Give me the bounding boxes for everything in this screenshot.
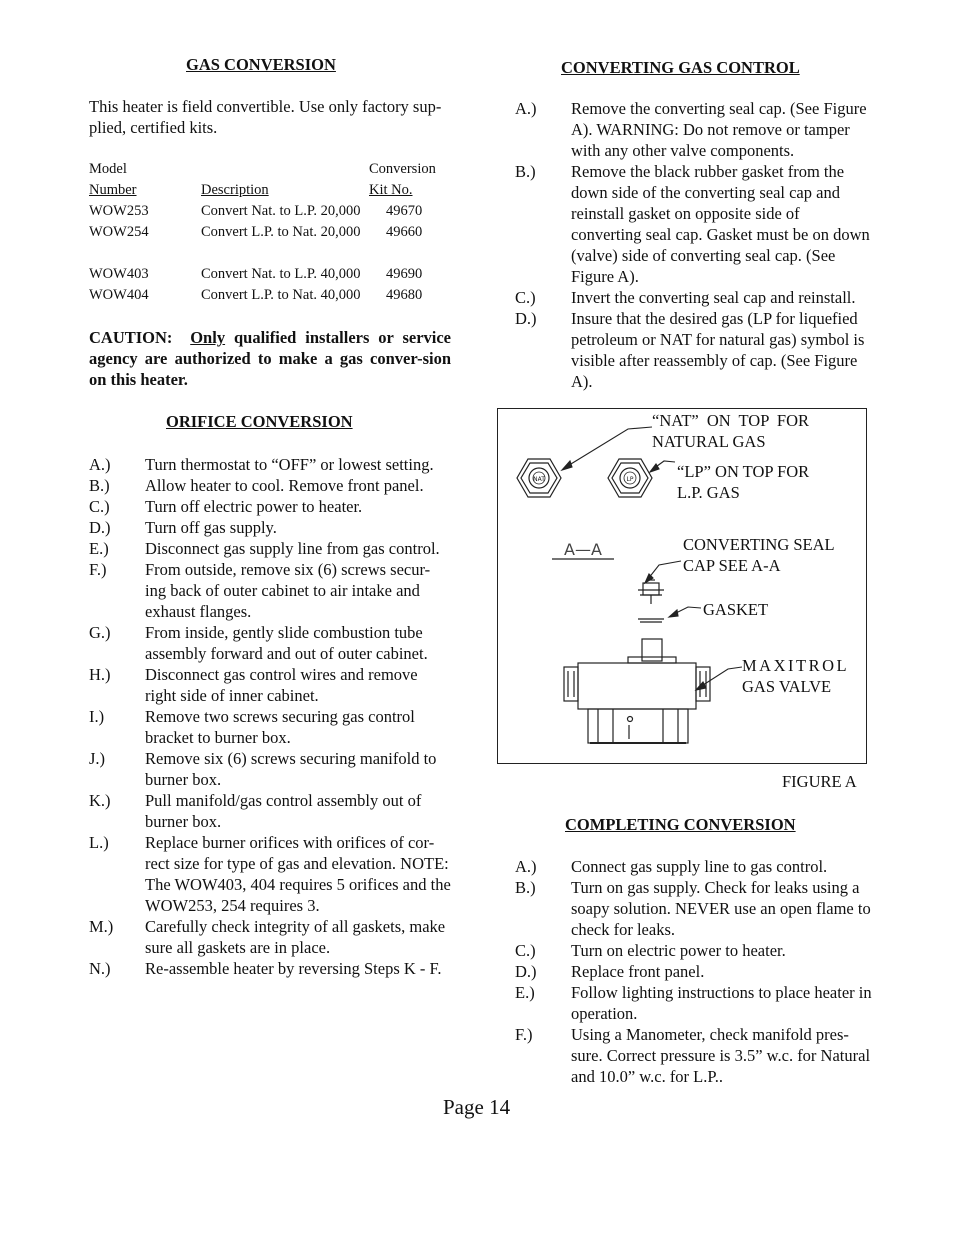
- completing-conversion-heading: COMPLETING CONVERSION: [565, 815, 796, 834]
- nat-label: [652, 410, 809, 452]
- lp-label-line-2: L.P. GAS: [677, 483, 740, 502]
- intro-line-2: plied, certified kits.: [89, 118, 218, 137]
- caution-text: qualified installers or service agency are authorized to make a gas conver-sion on this heater.: [89, 328, 452, 389]
- step-text: Turn off gas supply.: [145, 518, 277, 537]
- step-text: Remove the converting seal cap. (See Figure A). WARNING: Do not remove or tamper with any other valve components.: [571, 99, 867, 160]
- step-item: [515, 856, 873, 877]
- step-item: [89, 664, 451, 706]
- step-item: [89, 832, 451, 916]
- step-text: Connect gas supply line to gas control.: [571, 857, 828, 876]
- nat-cap-icon: [517, 459, 561, 497]
- valve-label-line-1: MAXITROL: [742, 656, 850, 675]
- step-item: [89, 517, 451, 538]
- step-text: Turn off electric power to heater.: [145, 497, 363, 516]
- figure-caption: FIGURE A: [782, 772, 857, 791]
- cell-kit: 49680: [386, 287, 423, 303]
- caution-notice: [89, 327, 451, 390]
- header-number: Number: [89, 182, 137, 198]
- lp-cap-icon: [608, 459, 652, 497]
- step-item: [89, 622, 451, 664]
- section-mark-text: A—A: [564, 540, 602, 559]
- cell-description: Convert Nat. to L.P. 40,000: [201, 266, 361, 282]
- cell-model: WOW253: [89, 203, 149, 219]
- step-label: M.): [89, 917, 114, 936]
- conversion-kit-table: [89, 159, 449, 306]
- step-label: B.): [515, 878, 536, 897]
- table-header-row-2: [89, 180, 449, 201]
- step-label: B.): [89, 476, 110, 495]
- step-label: C.): [515, 288, 536, 307]
- cell-kit: 49690: [386, 266, 423, 282]
- step-label: H.): [89, 665, 111, 684]
- step-label: A.): [89, 455, 111, 474]
- gas-conversion-intro: [89, 96, 451, 138]
- nat-label-line-2: NATURAL GAS: [652, 432, 766, 451]
- cell-kit: 49670: [386, 203, 423, 219]
- valve-label-line-2: GAS VALVE: [742, 677, 832, 696]
- step-text: Invert the converting seal cap and reinstall.: [571, 288, 856, 307]
- step-label: D.): [515, 962, 537, 981]
- step-text: From outside, remove six (6) screws secur-ing back of outer cabinet to air intake and exhaust flanges.: [145, 560, 431, 621]
- step-item: [89, 475, 451, 496]
- header-conversion: Conversion: [369, 161, 436, 177]
- step-text: Insure that the desired gas (LP for liquefied petroleum or NAT for natural gas) symbol is visible after reassembly of cap. (See Figure A).: [571, 309, 865, 391]
- orifice-conversion-steps: [89, 454, 451, 979]
- cell-description: Convert L.P. to Nat. 40,000: [201, 287, 361, 303]
- nat-label-line-1: “NAT” ON TOP FOR: [652, 411, 809, 430]
- step-item: [515, 98, 873, 161]
- gasket-icon: [638, 619, 664, 622]
- step-label: C.): [89, 497, 110, 516]
- cell-model: WOW254: [89, 224, 149, 240]
- step-item: [89, 538, 451, 559]
- step-label: B.): [515, 162, 536, 181]
- step-item: [515, 877, 873, 940]
- step-label: E.): [89, 539, 109, 558]
- valve-label: [742, 655, 849, 697]
- step-text: Replace front panel.: [571, 962, 705, 981]
- step-text: Follow lighting instructions to place heater in operation.: [571, 983, 872, 1023]
- step-text: Replace burner orifices with orifices of cor-rect size for type of gas and elevation. NOTE: The WOW403, 404 requires 5 orifices and the WOW253, 254 requires 3.: [145, 833, 451, 915]
- step-item: [515, 961, 873, 982]
- seal-cap-label-line-1: CONVERTING SEAL: [683, 535, 835, 554]
- caution-only: Only: [190, 328, 226, 347]
- step-text: Turn on gas supply. Check for leaks using a soapy solution. NEVER use an open flame to check for leaks.: [571, 878, 871, 939]
- step-item: [89, 748, 451, 790]
- seal-cap-label-line-2: CAP SEE A-A: [683, 556, 781, 575]
- step-text: Remove six (6) screws securing manifold to burner box.: [145, 749, 437, 789]
- step-item: [89, 454, 451, 475]
- completing-conversion-steps: [515, 856, 873, 1087]
- step-label: J.): [89, 749, 106, 768]
- converting-gas-control-steps: [515, 98, 873, 392]
- step-label: F.): [89, 560, 107, 579]
- step-label: A.): [515, 857, 537, 876]
- step-text: Pull manifold/gas control assembly out of burner box.: [145, 791, 422, 831]
- step-item: [89, 496, 451, 517]
- cell-model: WOW403: [89, 266, 149, 282]
- step-text: Turn on electric power to heater.: [571, 941, 786, 960]
- lp-cap-text: LP: [626, 476, 634, 483]
- step-text: Remove two screws securing gas control bracket to burner box.: [145, 707, 415, 747]
- step-item: [89, 706, 451, 748]
- nat-cap-text: NAT: [533, 476, 545, 483]
- cell-kit: 49660: [386, 224, 423, 240]
- step-label: N.): [89, 959, 111, 978]
- lp-label-line-1: “LP” ON TOP FOR: [677, 462, 810, 481]
- step-label: C.): [515, 941, 536, 960]
- step-text: Allow heater to cool. Remove front panel.: [145, 476, 424, 495]
- step-text: Disconnect gas control wires and remove right side of inner cabinet.: [145, 665, 418, 705]
- step-item: [515, 287, 873, 308]
- step-item: [89, 958, 451, 979]
- step-label: F.): [515, 1025, 533, 1044]
- converting-seal-cap-icon: [638, 580, 664, 604]
- lp-label: [677, 461, 809, 503]
- cell-description: Convert Nat. to L.P. 20,000: [201, 203, 361, 219]
- step-item: [89, 916, 451, 958]
- step-label: A.): [515, 99, 537, 118]
- table-spacer-row: [89, 243, 449, 264]
- step-item: [515, 940, 873, 961]
- step-label: G.): [89, 623, 111, 642]
- table-row: [89, 222, 449, 243]
- step-item: [515, 1024, 873, 1087]
- step-label: D.): [515, 309, 537, 328]
- step-text: Remove the black rubber gasket from the down side of the converting seal cap and reinstall gasket on opposite side of converting seal cap. Gasket must be on down (valve) side of converting seal cap. (See Figure A).: [571, 162, 870, 286]
- step-item: [515, 308, 873, 392]
- section-mark: [552, 540, 614, 559]
- gas-valve-icon: [564, 639, 710, 743]
- figure-a: [497, 408, 867, 764]
- gas-conversion-heading: GAS CONVERSION: [186, 55, 336, 74]
- step-label: L.): [89, 833, 109, 852]
- step-label: D.): [89, 518, 111, 537]
- table-header-row-1: [89, 159, 449, 180]
- step-text: Using a Manometer, check manifold pres-sure. Correct pressure is 3.5” w.c. for Natural and 10.0” w.c. for L.P..: [571, 1025, 871, 1086]
- gasket-label: GASKET: [703, 600, 769, 619]
- step-text: Carefully check integrity of all gaskets, make sure all gaskets are in place.: [145, 917, 446, 957]
- converting-gas-control-heading: CONVERTING GAS CONTROL: [561, 58, 800, 77]
- cell-model: WOW404: [89, 287, 149, 303]
- page-number: Page 14: [443, 1095, 511, 1119]
- step-label: I.): [89, 707, 105, 726]
- orifice-conversion-heading: ORIFICE CONVERSION: [166, 412, 353, 431]
- step-text: Turn thermostat to “OFF” or lowest setting.: [145, 455, 434, 474]
- cell-description: Convert L.P. to Nat. 20,000: [201, 224, 361, 240]
- header-kit-no: Kit No.: [369, 182, 413, 198]
- step-text: Disconnect gas supply line from gas control.: [145, 539, 440, 558]
- step-item: [89, 790, 451, 832]
- header-description: Description: [201, 182, 269, 198]
- step-text: From inside, gently slide combustion tube assembly forward and out of outer cabinet.: [145, 623, 428, 663]
- table-row: [89, 264, 449, 285]
- table-row: [89, 201, 449, 222]
- seal-cap-label: [683, 534, 835, 576]
- step-label: K.): [89, 791, 111, 810]
- step-label: E.): [515, 983, 535, 1002]
- intro-line-1: This heater is field convertible. Use only factory sup-: [89, 97, 442, 116]
- caution-prefix: CAUTION:: [89, 328, 173, 347]
- table-row: [89, 285, 449, 306]
- header-model: Model: [89, 161, 127, 177]
- step-item: [515, 982, 873, 1024]
- step-item: [515, 161, 873, 287]
- step-item: [89, 559, 451, 622]
- step-text: Re-assemble heater by reversing Steps K - F.: [145, 959, 442, 978]
